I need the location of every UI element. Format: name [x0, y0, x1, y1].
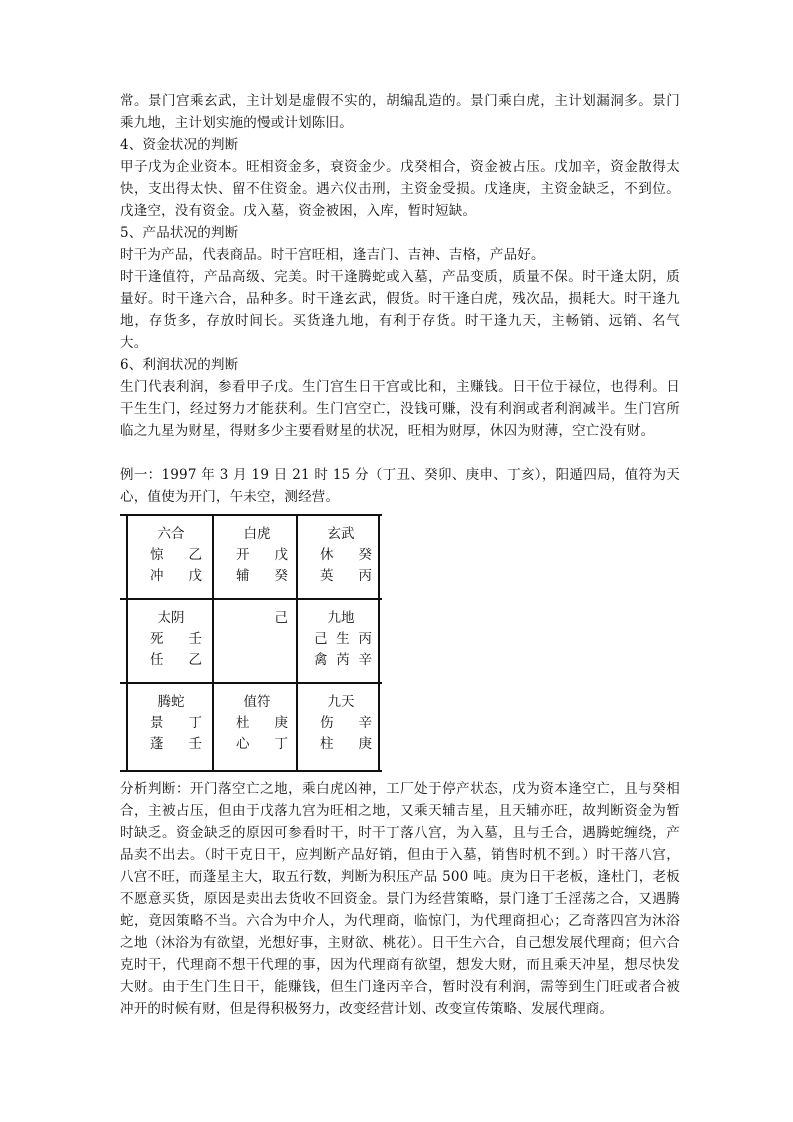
palace-star: 辅	[236, 568, 250, 584]
paragraph-product-1: 时干为产品，代表商品。时干宫旺相，逢吉门、吉神、吉格，产品好。	[120, 247, 545, 263]
palace-heaven-stem-extra: 己	[314, 631, 328, 647]
example-intro: 例一：1997 年 3 月 19 日 21 时 15 分（丁丑、癸卯、庚申、丁亥），阳遁四局，值符为天心，值使为开门，午未空，测经营。	[120, 467, 680, 505]
palace-star: 任	[150, 652, 164, 668]
palace-god: 太阴	[157, 610, 185, 626]
palace-heaven-stem: 壬	[188, 631, 202, 647]
paragraph-analysis: 分析判断：开门落空亡之地，乘白虎凶神，工厂处于停产状态，戊为资本逢空亡，且与癸相合，主被占压，但由于戊落九宫为旺相之地，又乘天辅吉星，且天辅亦旺，故判断资金为暂时缺乏。资金缺乏的原因可参看时干，时干丁落八宫，为入墓，且与壬合，遇腾蛇缠绕，产品卖不出去。（时干克日干，应判断产品好销，但由于入墓，销售时机不到。）时干落八宫，八宫不旺，而蓬星主大，取五行数，判断为积压产品 500 吨。庚为日干老板，逢杜门，老板不愿意买货，原因是卖出去货收不回资金。景门为经营策略，景门逢丁壬淫荡之合，又遇腾蛇，竟因策略不当。六合为中介人，为代理商，临惊门，为代理商担心；乙奇落四宫为沐浴之地（沐浴为有欲望，光想好事，主财欲、桃花）。日干生六合，自己想发展代理商；但六合克时干，代理商不想干代理的事，因为代理商有欲望，想发大财，而且乘天冲星，想尽快发大财。由于生门生日干，能赚钱，但生门逢丙辛合，暂时没有利润，需等到生门旺或者合被冲开的时候有财，但是得积极努力，改变经营计划、改变宣传策略、发展代理商。	[120, 781, 680, 1017]
heading-capital: 4、资金状况的判断	[120, 137, 239, 153]
palace-4	[130, 524, 212, 587]
paragraph-plan-continued: 常。景门宫乘玄武，主计划是虚假不实的，胡编乱造的。景门乘白虎，主计划漏洞多。景门乘九地，主计划实施的慢或计划陈旧。	[120, 93, 680, 131]
paragraph-product-2: 时干逢值符，产品高级、完美。时干逢腾蛇或入墓，产品变质，质量不保。时干逢太阴，质量好。时干逢六合，品种多。时干逢玄武，假货。时干逢白虎，残次品，损耗大。时干逢九地，存货多，存放时间长。买货逢九地，有利于存货。时干逢九天，主畅销、远销、名气大。	[120, 269, 680, 351]
palace-heaven-stem: 癸	[358, 547, 372, 563]
heading-product: 5、产品状况的判断	[120, 225, 239, 241]
palace-door: 景	[150, 715, 164, 731]
palace-1	[216, 692, 298, 755]
paragraph-profit: 生门代表利润，参看甲子戊。生门宫生日干宫或比和，主赚钱。日干位于禄位，也得利。日干生生门，经过努力才能获利。生门宫空亡，没钱可赚，没有利润或者利润减半。生门宫所临之九星为财星，得财多少主要看财星的状况，旺相为财厚，休囚为财薄，空亡没有财。	[120, 379, 680, 439]
palace-heaven-stem: 戊	[274, 547, 288, 563]
palace-earth-stem: 庚	[358, 736, 372, 752]
chart-divider-v1	[212, 514, 214, 772]
palace-door: 死	[150, 631, 164, 647]
document-page	[120, 90, 680, 1020]
spacer	[120, 442, 680, 464]
palace-earth-stem: 己	[274, 610, 288, 626]
chart-border-left	[126, 514, 128, 772]
palace-earth-stem: 乙	[188, 652, 202, 668]
palace-earth-stem: 癸	[274, 568, 288, 584]
paragraph-capital: 甲子戊为企业资本。旺相资金多，衰资金少。戊癸相合，资金被占压。戊加辛，资金散得太快，支出得太快、留不住资金。遇六仪击刑，主资金受损。戊逢庚，主资金缺乏，不到位。戊逢空，没有资金。戊入墓，资金被困，入库，暂时短缺。	[120, 159, 680, 219]
palace-star: 蓬	[150, 736, 164, 752]
chart-divider-h1	[120, 598, 382, 600]
palace-6	[300, 692, 382, 755]
palace-earth-stem: 壬	[188, 736, 202, 752]
palace-9	[216, 524, 298, 587]
palace-heaven-stem: 庚	[274, 715, 288, 731]
chart-border-top	[120, 514, 382, 516]
palace-star: 冲	[150, 568, 164, 584]
palace-7	[300, 608, 382, 671]
palace-heaven-stem: 辛	[358, 715, 372, 731]
chart-border-bottom	[120, 770, 382, 772]
palace-door: 惊	[150, 547, 164, 563]
palace-god: 白虎	[243, 526, 271, 542]
palace-god: 玄武	[327, 526, 355, 542]
palace-earth-stem: 丙	[358, 568, 372, 584]
palace-star: 心	[236, 736, 250, 752]
heading-profit: 6、利润状况的判断	[120, 357, 239, 373]
palace-star: 柱	[320, 736, 334, 752]
palace-star: 英	[320, 568, 334, 584]
palace-door: 休	[320, 547, 334, 563]
palace-earth-stem: 丁	[274, 736, 288, 752]
palace-door: 生	[336, 631, 350, 647]
palace-heaven-stem: 丙	[358, 631, 372, 647]
palace-door: 开	[236, 547, 250, 563]
palace-star: 芮	[336, 652, 350, 668]
palace-god: 六合	[157, 526, 185, 542]
qimen-chart	[120, 514, 382, 772]
palace-heaven-stem: 丁	[188, 715, 202, 731]
palace-god: 九地	[327, 610, 355, 626]
palace-3	[130, 608, 212, 671]
chart-divider-h2	[120, 682, 382, 684]
palace-heaven-stem: 乙	[188, 547, 202, 563]
palace-5-center	[216, 608, 298, 629]
palace-star-extra: 禽	[314, 652, 328, 668]
palace-god: 腾蛇	[157, 694, 185, 710]
palace-earth-stem: 戊	[188, 568, 202, 584]
palace-door: 伤	[320, 715, 334, 731]
palace-god: 九天	[327, 694, 355, 710]
palace-god: 值符	[243, 694, 271, 710]
palace-8	[130, 692, 212, 755]
palace-earth-stem: 辛	[358, 652, 372, 668]
palace-2	[300, 524, 382, 587]
palace-door: 杜	[236, 715, 250, 731]
